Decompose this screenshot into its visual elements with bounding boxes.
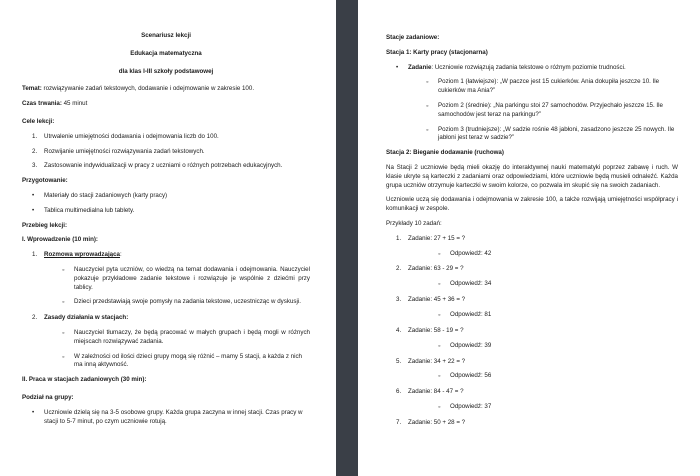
task-answer: ◦ Odpowiedź: 56 xyxy=(386,372,678,382)
page-left xyxy=(0,0,336,476)
list-item: ◦ Nauczyciel tłumaczy, że będą pracować w małych grupach i będą mogli w różnych miejscach rozwiązywać zadania. xyxy=(22,329,310,347)
task-answer: ◦ Odpowiedź: 42 xyxy=(386,250,678,260)
list-item: • Uczniowie dzielą się na 3-5 osobowe grupy. Każda grupa zaczyna w innej stacji. Czas pracy w stacji to 5-7 minut, po czym uczniowie rotują. xyxy=(22,409,310,427)
task-answer: ◦ Odpowiedź: 39 xyxy=(386,342,678,352)
bullet-icon xyxy=(396,64,408,73)
list-item: 1. Rozmowa wprowadzająca: xyxy=(32,251,122,259)
list-item: 1. Utrwalenie umiejętności dodawania i odejmowania liczb do 100. xyxy=(32,132,219,140)
task-answer: ◦ Odpowiedź: 34 xyxy=(386,280,678,290)
task-item: 3. Zadanie: 45 + 36 = ? xyxy=(396,296,466,304)
bullet-icon xyxy=(62,266,74,292)
bullet-icon xyxy=(32,409,44,427)
doc-title: Scenariusz lekcji xyxy=(141,32,191,39)
page-right xyxy=(358,0,700,476)
bullet-icon xyxy=(438,342,450,352)
bullet-icon xyxy=(438,372,450,382)
bullet-icon xyxy=(426,78,438,96)
part2-heading: II. Praca w stacjach zadaniowych (30 min): xyxy=(22,376,147,384)
bullet-icon xyxy=(438,403,450,413)
time-line xyxy=(22,100,310,109)
tasks-list xyxy=(386,235,678,428)
bullet-icon xyxy=(32,207,44,216)
task-answer: ◦ Odpowiedź: 81 xyxy=(386,311,678,321)
list-item: • Zadanie: Uczniowie rozwiązują zadania tekstowe o różnym poziomie trudności. xyxy=(386,64,678,73)
goals-list xyxy=(22,133,310,171)
bullet-icon xyxy=(438,311,450,321)
doc-grade: dla klas I-III szkoły podstawowej xyxy=(118,67,214,75)
part1-heading: I. Wprowadzenie (10 min): xyxy=(22,236,98,244)
list-item: ◦ W zależności od ilości dzieci grupy mogą się różnić – mamy 5 stacji, a każda z nich ma inną aktywność. xyxy=(22,353,310,371)
list-item: 2. Rozwijanie umiejętności rozwiązywania zadań tekstowych. xyxy=(32,147,205,155)
station1-heading: Stacja 1: Karty pracy (stacjonarna) xyxy=(386,48,488,56)
bullet-icon xyxy=(438,250,450,260)
list-item: ◦ Dzieci przedstawiają swoje pomysły na zadania tekstowe, uczestnicząc w dyskusji. xyxy=(22,298,310,308)
bullet-icon xyxy=(62,298,74,308)
part1-item1-title: Rozmowa wprowadzająca xyxy=(44,251,120,259)
topic-line xyxy=(22,85,310,94)
task-answer: ◦ Odpowiedź: 37 xyxy=(386,403,678,413)
list-item: ◦ Poziom 1 (łatwiejsze): „W paczce jest 15 cukierków. Ania dokupiła jeszcze 10. Ile cukierków ma Ania?” xyxy=(386,78,678,96)
topic-label: Temat: xyxy=(22,85,42,93)
bullet-icon xyxy=(62,353,74,371)
list-item: ◦ Poziom 2 (średnie): „Na parkingu stoi 27 samochodów. Przyjechało jeszcze 15. Ile samochodów jest teraz na parkingu?” xyxy=(386,102,678,120)
bullet-icon xyxy=(426,102,438,120)
topic-text: rozwiązywanie zadań tekstowych, dodawanie i odejmowanie w zakresie 100. xyxy=(41,85,255,93)
doc-subtitle: Edukacja matematyczna xyxy=(130,49,202,57)
list-item: • Tablica multimedialna lub tablety. xyxy=(22,207,310,216)
groups-heading: Podział na grupy: xyxy=(22,394,74,402)
task-item: 5. Zadanie: 34 + 22 = ? xyxy=(396,357,466,365)
bullet-icon xyxy=(32,192,44,201)
task-item: 7. Zadanie: 50 + 28 = ? xyxy=(396,419,466,427)
station2-heading: Stacja 2: Bieganie dodawanie (ruchowa) xyxy=(386,149,504,157)
time-label: Czas trwania: xyxy=(22,100,62,108)
bullet-icon xyxy=(62,329,74,347)
list-item: 2. Zasady działania w stacjach: xyxy=(32,314,129,322)
task-item: 1. Zadanie: 27 + 15 = ? xyxy=(396,234,466,242)
list-item: 3. Zastosowanie indywidualizacji w pracy z uczniami o różnych potrzebach edukacyjnych. xyxy=(32,162,283,170)
task-item: 2. Zadanie: 63 - 29 = ? xyxy=(396,265,464,273)
station2-paragraph: Uczniowie uczą się dodawania i odejmowania w zakresie 100, a także rozwijają umiejętności współpracy i komunikacji w zespole. xyxy=(386,196,678,213)
stations-heading: Stacje zadaniowe: xyxy=(386,34,440,41)
list-item: • Materiały do stacji zadaniowych (karty pracy) xyxy=(22,192,310,201)
task-item: 4. Zadanie: 58 - 19 = ? xyxy=(396,326,464,334)
part1-item2-title: Zasady działania w stacjach: xyxy=(44,314,129,322)
list-item: ◦ Nauczyciel pyta uczniów, co wiedzą na temat dodawania i odejmowania. Nauczyciel pokazuje przykładowe zadanie tekstowe i rozwiązuje je wspólnie z dziećmi przy tablicy. xyxy=(22,266,310,292)
station2-paragraph: Na Stacji 2 uczniowie będą mieli okazję do interaktywnej nauki matematyki poprzez zabawę i ruch. W klasie ukryte są karteczki z zadaniami oraz odpowiedziami, które uczniowie będą musieli odnaleźć. Każda grupa uczniów otrzymuje karteczki w swoim kolorze, co pozwala im skupić się na swoich zadaniach. xyxy=(386,163,678,189)
goals-heading: Cele lekcji: xyxy=(22,117,55,125)
bullet-icon xyxy=(426,126,438,144)
list-item: ◦ Poziom 3 (trudniejsze): „W sadzie rośnie 48 jabłoni, zasadzono jeszcze 25 nowych. Ile jabłoni jest teraz w sadzie?” xyxy=(386,126,678,144)
examples-heading: Przykłady 10 zadań: xyxy=(386,219,442,227)
time-text: 45 minut xyxy=(61,100,88,108)
bullet-icon xyxy=(438,280,450,290)
course-heading: Przebieg lekcji: xyxy=(22,221,68,229)
task-item: 6. Zadanie: 84 - 47 = ? xyxy=(396,388,464,396)
prep-heading: Przygotowanie: xyxy=(22,177,68,185)
